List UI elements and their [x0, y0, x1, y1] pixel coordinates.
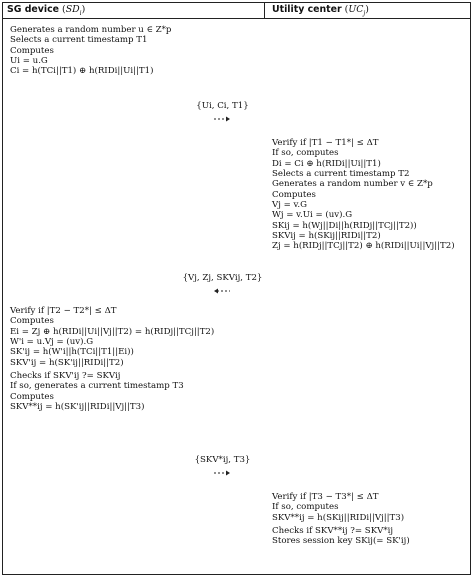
protocol-table [2, 2, 471, 575]
header-left-symbol: $(SD_i)$ [62, 4, 86, 17]
step3-line: Checks if SKV'ij ?= SKVij [10, 371, 121, 382]
step3-line: SKV**ij = h(SK'ij||RIDi||Vj||T3) [10, 402, 145, 413]
step3-line: W'i = u.Vj = (uv).G [10, 337, 94, 348]
step1-line: Ci = h(TCi||T1) ⊕ h(RIDi||Ui||T1) [10, 66, 154, 77]
message-3-label: {SKV*ij, T3} [194, 455, 251, 465]
step2-block [272, 138, 455, 252]
header-right-title: Utility center [272, 4, 342, 15]
step2-line: Di = Ci ⊕ h(RIDi||Ui||T1) [272, 158, 381, 169]
step3-line: Verify if |T2 − T2*| ≤ ΔT [10, 306, 117, 316]
step4-line: Stores session key SKij(= SK'ij) [272, 536, 410, 547]
step2-line: Generates a random number v ∈ Z*p [272, 179, 433, 190]
step3-line: If so, generates a current timestamp T3 [10, 381, 184, 392]
header-sg-device [7, 4, 85, 17]
step3-line: Ei = Zj ⊕ h(RIDi||Ui||Vj||T2) = h(RIDj||TCj||T2) [10, 326, 215, 337]
step2-line: Verify if |T1 − T1*| ≤ ΔT [272, 138, 379, 148]
header-right-symbol: $(UC_j)$ [344, 4, 369, 17]
step3-line: SKV'ij = h(SK'ij||RIDi||T2) [10, 357, 124, 368]
step2-line: SKVij = h(SKij||RIDi||T2) [272, 231, 381, 242]
step2-line: Wj = v.Ui = (uv).G [272, 210, 353, 221]
step2-line: SKij = h(Wj||Di||h(RIDj||TCj||T2)) [272, 220, 417, 231]
arrow-right-icon [213, 115, 231, 123]
step1-line: Generates a random number u ∈ Z*p [10, 25, 172, 35]
header-divider [264, 3, 265, 18]
step3-line: SK'ij = h(W'i||h(TCi||T1||Ei)) [10, 347, 134, 358]
step3-line: Computes [10, 316, 54, 327]
header-left-title: SG device [7, 4, 60, 15]
header-rule [3, 18, 470, 19]
step1-block [10, 25, 171, 77]
step1-line: Ui = u.G [10, 56, 48, 67]
arrow-left-icon [213, 287, 231, 295]
arrow-right-icon [213, 469, 231, 477]
message-1-label: {Ui, Ci, T1} [196, 101, 249, 111]
step2-line: Vj = v.G [272, 200, 307, 211]
step2-line: If so, computes [272, 148, 339, 159]
step4-line: Verify if |T3 − T3*| ≤ ΔT [272, 492, 379, 502]
step4-line: If so, computes [272, 502, 339, 513]
message-2-label: {Vj, Zj, SKVij, T2} [182, 273, 263, 283]
step1-line: Selects a current timestamp T1 [10, 35, 148, 46]
step3-line: Computes [10, 391, 54, 402]
step2-line: Selects a current timestamp T2 [272, 169, 410, 180]
step2-line: Zj = h(RIDj||TCj||T2) ⊕ h(RIDi||Ui||Vj||T2) [272, 241, 455, 252]
step1-line: Computes [10, 45, 54, 56]
step3-block [10, 306, 214, 412]
step4-block [272, 492, 410, 547]
header-utility-center [272, 4, 369, 17]
step4-line: Checks if SKV**ij ?= SKV*ij [272, 526, 394, 537]
step4-line: SKV**ij = h(SKij||RIDi||Vj||T3) [272, 512, 405, 523]
step2-line: Computes [272, 189, 316, 200]
